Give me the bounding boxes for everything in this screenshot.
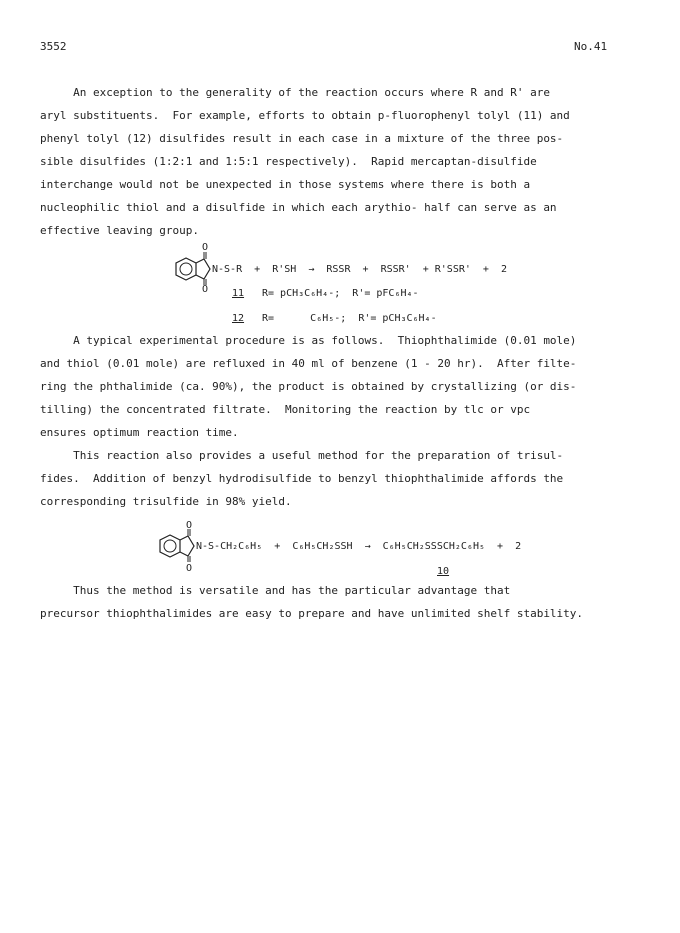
paragraph-line: This reaction also provides a useful method for the preparation of trisul- — [40, 449, 564, 462]
paragraph-line: effective leaving group. — [40, 224, 199, 237]
paragraph-line: corresponding trisulfide in 98% yield. — [40, 495, 292, 508]
paragraph-line: interchange would not be unexpected in those systems where there is both a — [40, 178, 531, 191]
reaction-equation: N-S-R + R'SH → RSSR + RSSR' + R'SSR' + 2 — [212, 264, 508, 275]
compound-number: 11 — [232, 288, 245, 299]
reaction-equation: N-S-CH₂C₆H₅ + C₆H₅CH₂SSH → C₆H₅CH₂SSSCH₂C₆H₅ + 2 — [196, 541, 522, 552]
carbonyl-oxygen: O — [202, 242, 209, 253]
paragraph-line: and thiol (0.01 mole) are refluxed in 40 ml of benzene (1 - 20 hr). After filte- — [40, 357, 577, 370]
journal-issue: No.41 — [574, 40, 608, 53]
paragraph-line: A typical experimental procedure is as follows. Thiophthalimide (0.01 mole) — [40, 334, 577, 347]
paragraph-line: ensures optimum reaction time. — [40, 426, 239, 439]
paragraph-line: aryl substituents. For example, efforts to obtain p-fluorophenyl tolyl (11) and — [40, 109, 570, 122]
compound-number: 10 — [437, 566, 450, 577]
paragraph-line: Thus the method is versatile and has the particular advantage that — [40, 584, 511, 597]
substituent-definition: R= pCH₃C₆H₄-; R'= pFC₆H₄- — [262, 288, 419, 299]
paragraph-line: phenyl tolyl (12) disulfides result in each case in a mixture of the three pos- — [40, 132, 564, 145]
paragraph-line: fides. Addition of benzyl hydrodisulfide to benzyl thiophthalimide affords the — [40, 472, 564, 485]
paragraph-line: precursor thiophthalimides are easy to prepare and have unlimited shelf stability. — [40, 607, 584, 620]
paragraph-line: nucleophilic thiol and a disulfide in which each arythio- half can serve as an — [40, 201, 557, 214]
paragraph-line: An exception to the generality of the reaction occurs where R and R' are — [40, 86, 550, 99]
paragraph-line: sible disulfides (1:2:1 and 1:5:1 respectively). Rapid mercaptan-disulfide — [40, 155, 537, 168]
substituent-definition: R= C₆H₅-; R'= pCH₃C₆H₄- — [262, 313, 437, 324]
page-number: 3552 — [40, 40, 67, 53]
paragraph-line: tilling) the concentrated filtrate. Monitoring the reaction by tlc or vpc — [40, 403, 531, 416]
compound-number: 12 — [232, 313, 245, 324]
paragraph-line: ring the phthalimide (ca. 90%), the product is obtained by crystallizing (or dis- — [40, 380, 577, 393]
carbonyl-oxygen: O — [186, 563, 193, 574]
carbonyl-oxygen: O — [186, 520, 193, 531]
carbonyl-oxygen: O — [202, 284, 209, 295]
